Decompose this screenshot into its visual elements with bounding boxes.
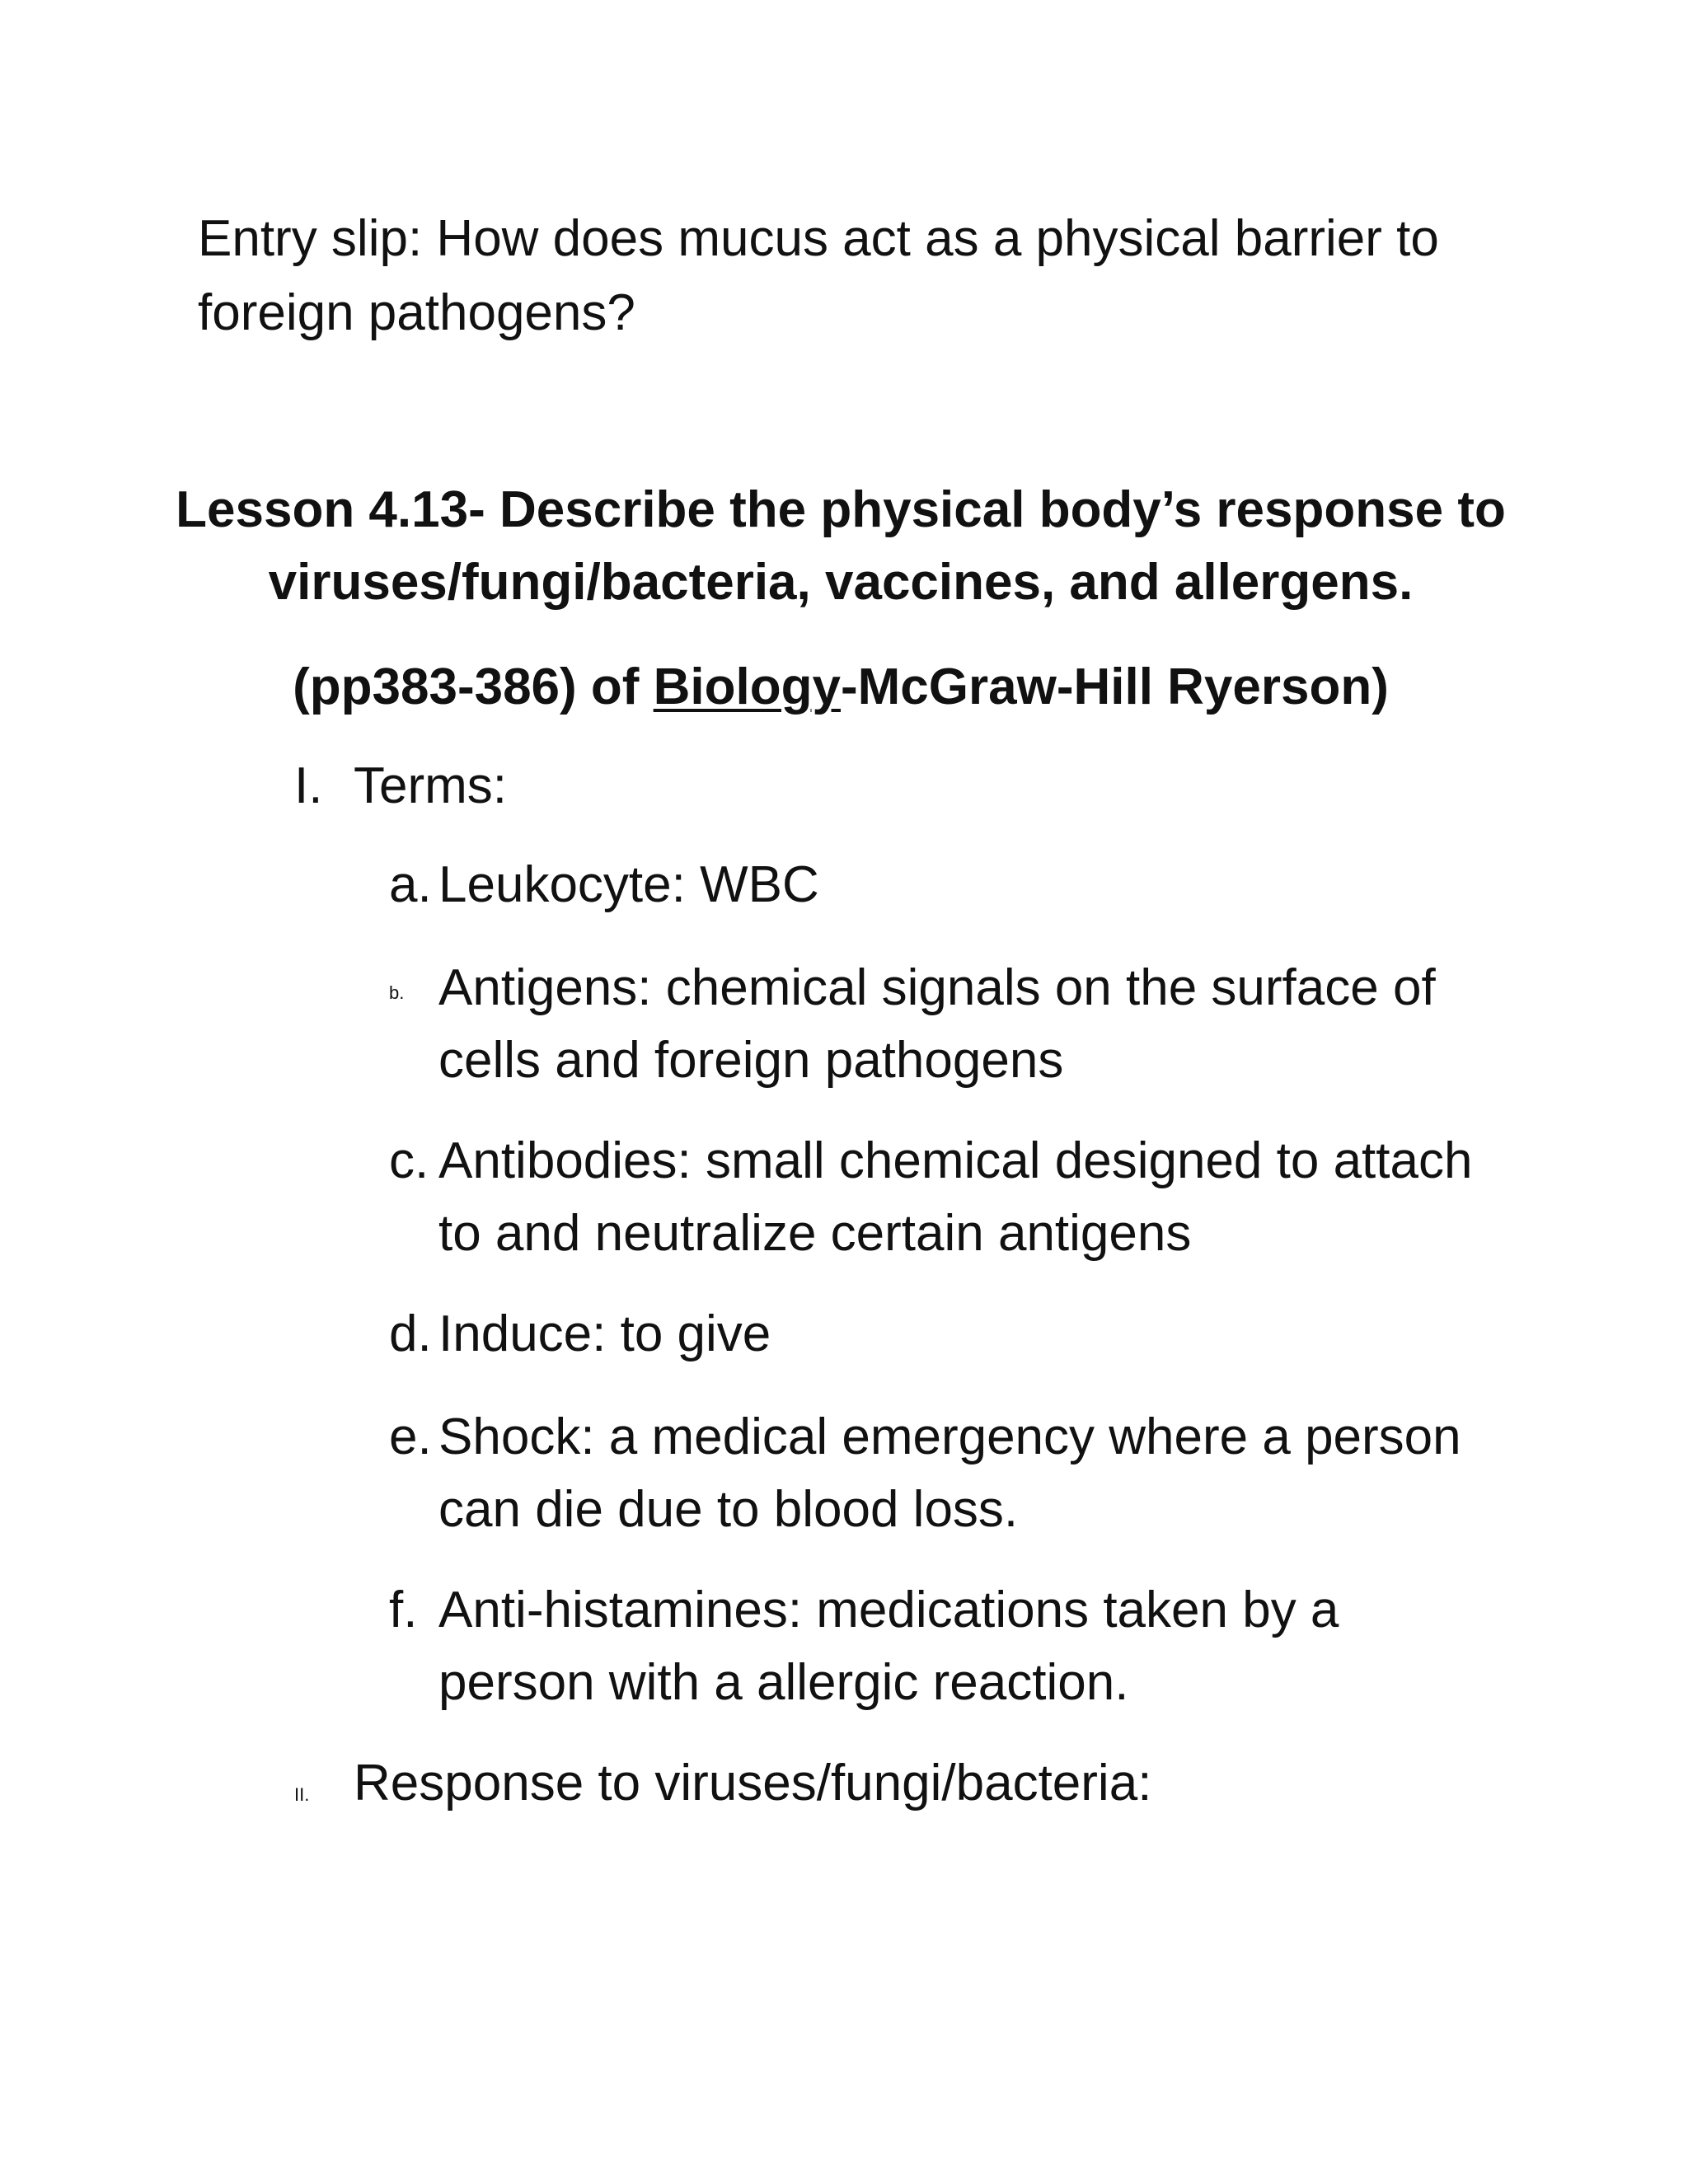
- lesson-title: Lesson 4.13- Describe the physical body’s response to viruses/fungi/bacteria, vaccines, and allergens.: [176, 481, 1506, 611]
- reference-book-title: Biology: [653, 658, 841, 715]
- term-item: [389, 1574, 1477, 1719]
- term-text: Antibodies: small chemical designed to attach to and neutralize certain antigens: [438, 1132, 1473, 1262]
- term-text: Shock: a medical emergency where a person can die due to blood loss.: [438, 1408, 1461, 1538]
- section-marker: I.: [294, 757, 323, 814]
- section-title: Response to viruses/fungi/bacteria:: [354, 1755, 1152, 1811]
- section-title: Terms:: [354, 757, 507, 814]
- term-marker: b.: [389, 982, 405, 1003]
- term-item: [389, 1125, 1477, 1270]
- term-text: Induce: to give: [438, 1305, 771, 1362]
- term-marker: e.: [389, 1408, 432, 1465]
- reference-pages: (pp383-386) of: [293, 658, 654, 715]
- textbook-reference: [124, 651, 1558, 724]
- term-item: [389, 1298, 1477, 1371]
- term-text: Antigens: chemical signals on the surface of cells and foreign pathogens: [438, 959, 1436, 1089]
- term-marker: d.: [389, 1305, 432, 1362]
- reference-publisher: -McGraw-Hill Ryerson): [840, 658, 1389, 715]
- section-marker: II.: [294, 1784, 310, 1805]
- term-item: [389, 849, 1477, 921]
- term-item: [389, 952, 1477, 1097]
- term-text: Anti-histamines: medications taken by a person with a allergic reaction.: [438, 1582, 1339, 1711]
- term-marker: f.: [389, 1582, 418, 1638]
- entry-slip-question: Entry slip: How does mucus act as a physical barrier to foreign pathogens?: [198, 210, 1439, 341]
- term-marker: a.: [389, 856, 432, 913]
- term-marker: c.: [389, 1132, 429, 1189]
- term-text: Leukocyte: WBC: [438, 856, 819, 913]
- term-item: [389, 1401, 1477, 1546]
